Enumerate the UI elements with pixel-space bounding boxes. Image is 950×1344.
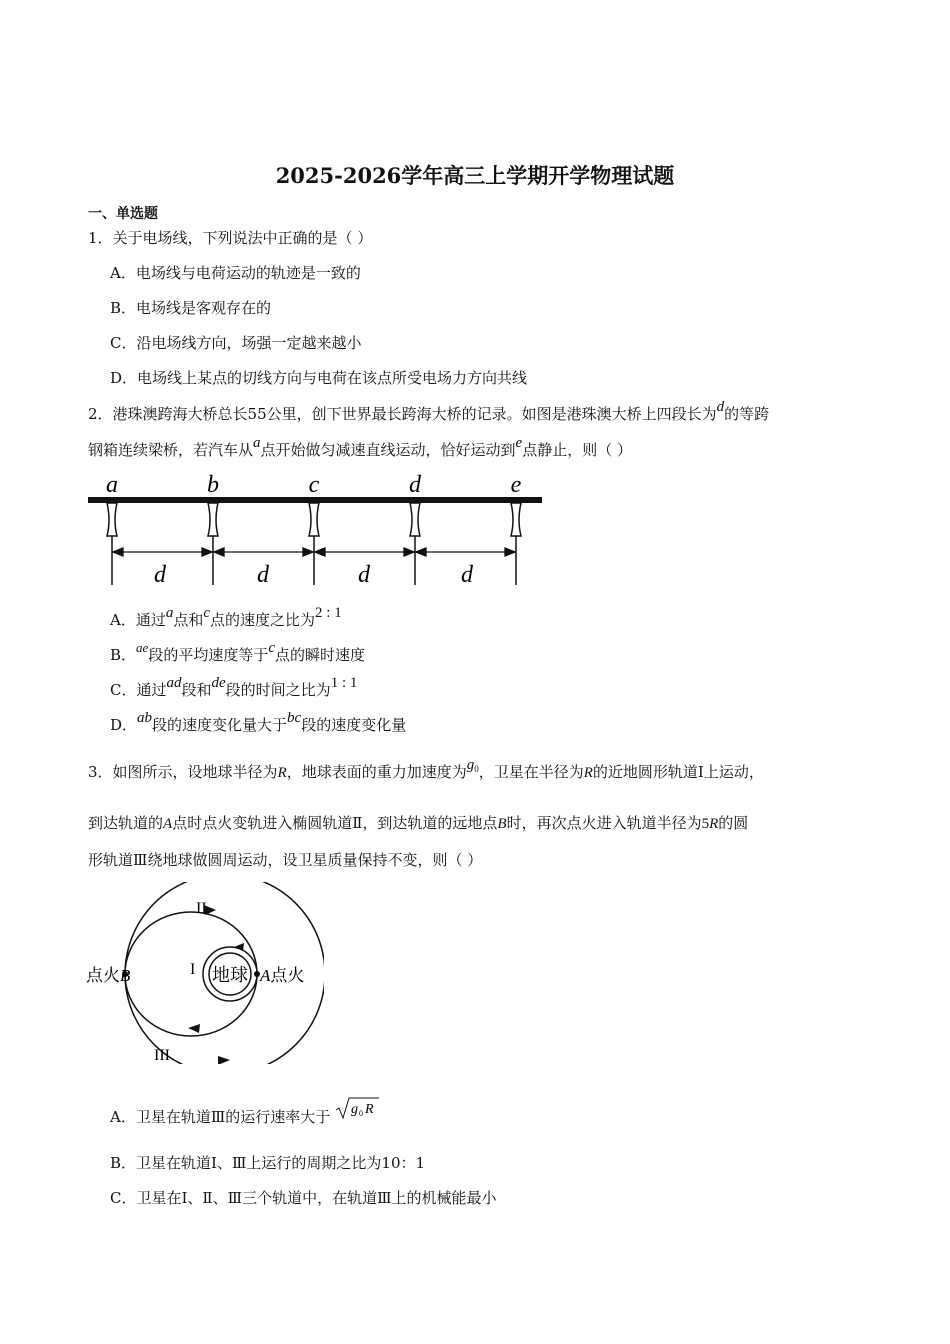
q2-option-a: A．通过a点和c点的速度之比为2 : 1 xyxy=(110,605,342,629)
q2-var-a: a xyxy=(253,435,261,451)
q2-var-d: d xyxy=(716,399,725,415)
q2-option-c: C．通过ad段和de段的时间之比为1 : 1 xyxy=(110,675,358,699)
point-label-c: c xyxy=(308,472,320,498)
orbit-arrow xyxy=(218,1056,230,1064)
q2-stem-line2 xyxy=(88,435,632,461)
orbit-iii-label: III xyxy=(154,1047,170,1064)
segment-label-d: d xyxy=(358,562,370,588)
bridge-pier xyxy=(208,503,218,536)
q2-text: 的等跨 xyxy=(724,405,770,423)
segment-label-d: d xyxy=(154,562,166,588)
q2-text: 2．港珠澳跨海大桥总长55公里，创下世界最长跨海大桥的记录。如图是港珠澳大桥上四段长为 xyxy=(88,405,717,423)
point-label-d: d xyxy=(409,472,421,498)
q2-text: 点静止，则（ ） xyxy=(522,441,632,459)
point-label-a: a xyxy=(106,472,118,498)
q3-stem-line2: 到达轨道的A点时点火变轨进入椭圆轨道Ⅱ，到达轨道的远地点B时，再次点火进入轨道半径为5R的圆 xyxy=(88,814,749,832)
segment-label-d: d xyxy=(257,562,269,588)
q2-text: 钢箱连续梁桥，若汽车从 xyxy=(88,441,254,459)
q2-stem-line1 xyxy=(88,399,770,425)
orbit-arrow xyxy=(234,943,244,951)
orbit-ii-label: II xyxy=(196,900,207,917)
bridge-pier xyxy=(309,503,319,536)
sqrt-icon xyxy=(335,1096,379,1120)
q2-option-d: D．ab段的速度变化量大于bc段的速度变化量 xyxy=(110,710,407,734)
q2-option-b: B．ae段的平均速度等于c点的瞬时速度 xyxy=(110,640,366,664)
bridge-pier xyxy=(410,503,420,536)
q2-var-e: e xyxy=(515,435,523,451)
q3-stem-line1: 3．如图所示，设地球半径为R，地球表面的重力加速度为$g^0$，卫星在半径为R的近地圆形轨道Ⅰ上运动， xyxy=(88,757,764,781)
q1-stem: 1．关于电场线，下列说法中正确的是（ ） xyxy=(88,229,373,247)
bridge-diagram xyxy=(80,470,560,592)
q3-option-b: B．卫星在轨道Ⅰ、Ⅲ上运行的周期之比为10：1 xyxy=(110,1154,426,1172)
ignite-a-label: A点火 xyxy=(260,966,305,986)
bridge-pier xyxy=(511,503,521,536)
page-title: 2025-2026学年高三上学期开学物理试题 xyxy=(275,163,675,188)
ignite-b-label: 点火B xyxy=(86,966,131,986)
svg-text:0: 0 xyxy=(359,1109,364,1118)
q3-option-a: A．卫星在轨道Ⅲ的运行速率大于 g 0 R xyxy=(110,1106,379,1130)
q3-stem-line3: 形轨道Ⅲ绕地球做圆周运动，设卫星质量保持不变，则（ ） xyxy=(88,851,483,869)
q1-option-c: C．沿电场线方向，场强一定越来越小 xyxy=(110,334,362,352)
q1-option-a: A．电场线与电荷运动的轨迹是一致的 xyxy=(110,264,361,282)
q3-option-c: C．卫星在Ⅰ、Ⅱ、Ⅲ三个轨道中，在轨道Ⅲ上的机械能最小 xyxy=(110,1189,497,1207)
orbit-arrow xyxy=(188,1024,200,1033)
q1-option-d: D．电场线上某点的切线方向与电荷在该点所受电场力方向共线 xyxy=(110,369,528,387)
earth-label: 地球 xyxy=(212,965,248,986)
point-label-e: e xyxy=(510,472,522,498)
q1-option-b: B．电场线是客观存在的 xyxy=(110,299,272,317)
svg-text:g: g xyxy=(351,1102,359,1117)
q2-text: 点开始做匀减速直线运动，恰好运动到 xyxy=(260,441,516,459)
svg-text:R: R xyxy=(365,1102,374,1117)
orbit-diagram xyxy=(84,882,324,1064)
orbit-i-label: I xyxy=(190,961,196,978)
section-heading: 一、单选题 xyxy=(88,206,158,222)
segment-label-d: d xyxy=(461,562,473,588)
point-label-b: b xyxy=(207,472,219,498)
sqrt-expression xyxy=(335,1096,379,1120)
bridge-pier xyxy=(107,503,117,536)
